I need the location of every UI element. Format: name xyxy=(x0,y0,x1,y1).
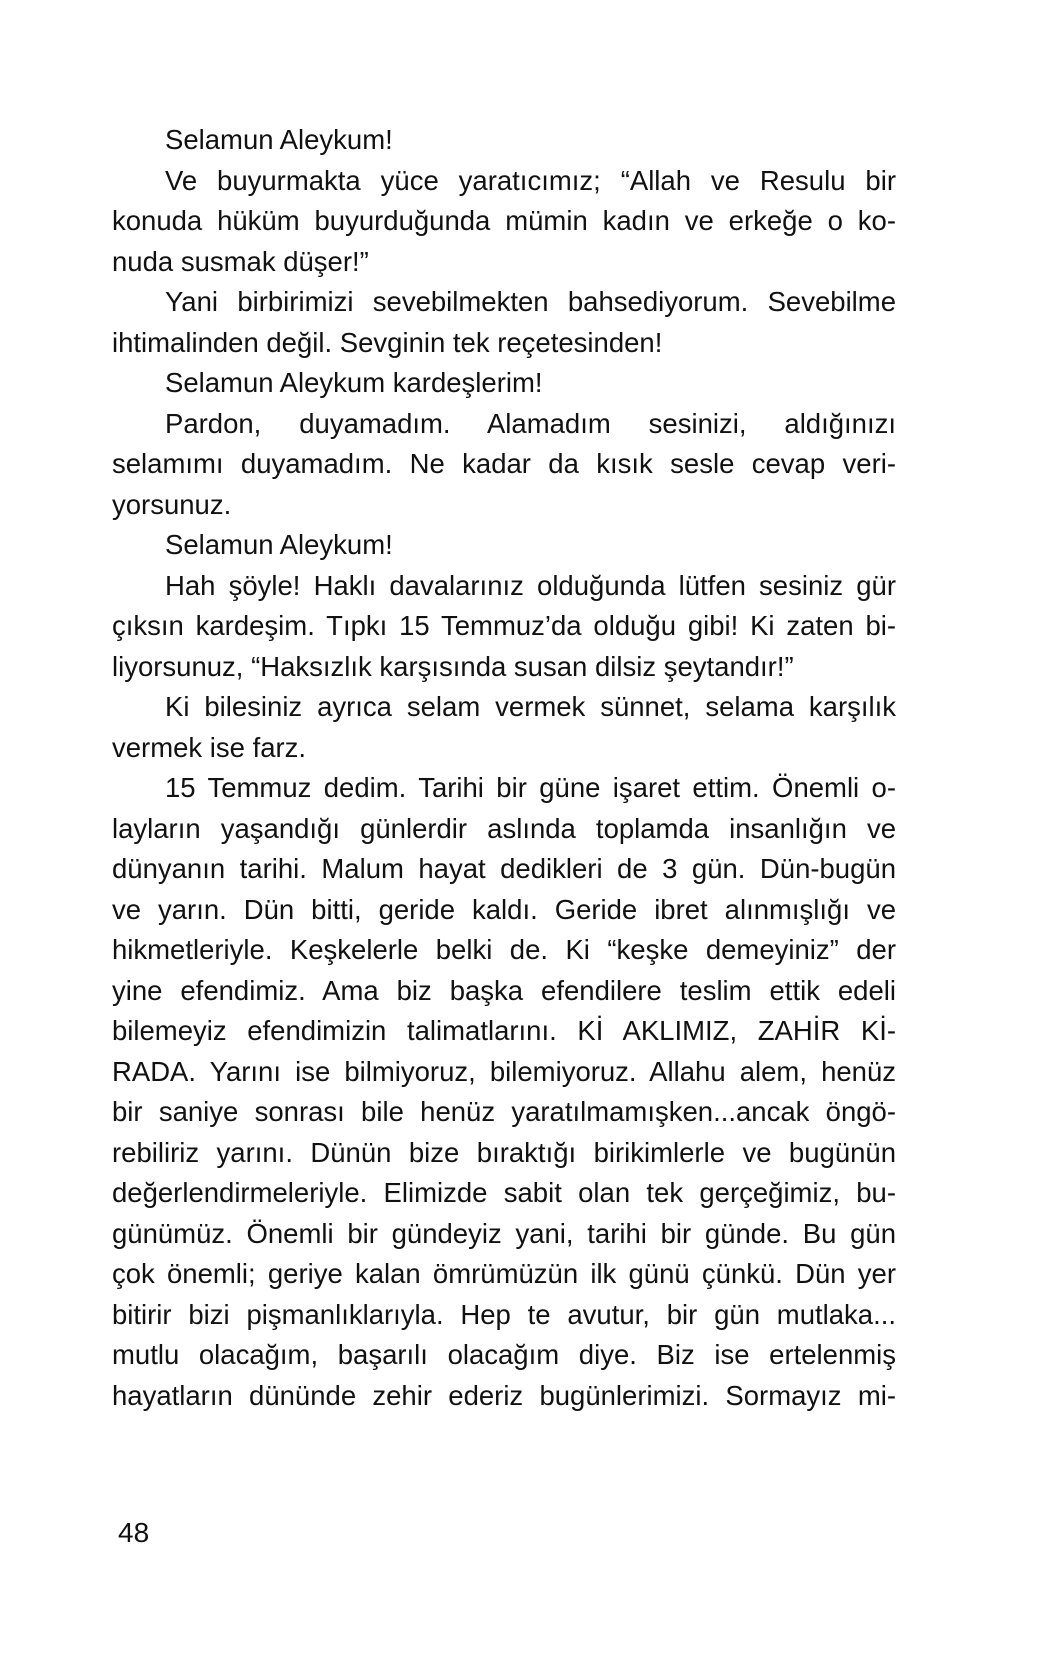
text-line: değerlendirmeleriyle. Elimizde sabit olan tek gerçeğimiz, bu- xyxy=(112,1177,896,1208)
text-line: ve yarın. Dün bitti, geride kaldı. Geride ibret alınmışlığı ve xyxy=(112,893,896,925)
text-line: çok önemli; geriye kalan ömrümüzün ilk günü çünkü. Dün yer xyxy=(112,1258,896,1289)
text-line: Selamun Aleykum! xyxy=(165,529,393,560)
text-line: Selamun Aleykum! xyxy=(165,124,393,155)
text-line: 15 Temmuz dedim. Tarihi bir güne işaret ettim. Önemli o- xyxy=(165,772,896,803)
text-line: bilemeyiz efendimizin talimatlarını. Kİ AKLIMIZ, ZAHİR Kİ- xyxy=(112,1015,896,1046)
text-line: çıksın kardeşim. Tıpkı 15 Temmuz’da olduğu gibi! Ki zaten bi- xyxy=(112,610,896,641)
text-line: Pardon, duyamadım. Alamadım sesinizi, aldığınızı xyxy=(165,407,896,439)
text-line: bir saniye sonrası bile henüz yaratılmamışken...ancak öngö- xyxy=(112,1096,896,1127)
text-line: selamımı duyamadım. Ne kadar da kısık sesle cevap veri- xyxy=(112,448,896,479)
page-number: 48 xyxy=(118,1517,150,1548)
text-line: yorsunuz. xyxy=(112,488,232,520)
text-line: hayatların dününde zehir ederiz bugünlerimizi. Sormayız mi- xyxy=(112,1379,896,1411)
text-line: Yani birbirimizi sevebilmekten bahsediyorum. Sevebilme xyxy=(165,286,896,317)
text-line: hikmetleriyle. Keşkelerle belki de. Ki “keşke demeyiniz” der xyxy=(112,934,896,965)
text-line: nuda susmak düşer!” xyxy=(112,245,369,277)
text-line: ihtimalinden değil. Sevginin tek reçetesinden! xyxy=(112,326,663,358)
text-line: Ve buyurmakta yüce yaratıcımız; “Allah ve Resulu bir xyxy=(165,164,896,196)
text-line: RADA. Yarını ise bilmiyoruz, bilemiyoruz. Allahu alem, henüz xyxy=(112,1055,896,1087)
text-line: Hah şöyle! Haklı davalarınız olduğunda lütfen sesiniz gür xyxy=(165,569,896,601)
text-line: rebiliriz yarını. Dünün bize bıraktığı birikimlerle ve bugünün xyxy=(112,1136,896,1168)
text-line: yine efendimiz. Ama biz başka efendilere teslim ettik edeli xyxy=(112,974,896,1006)
page-body xyxy=(112,120,896,1416)
text-line: Ki bilesiniz ayrıca selam vermek sünnet, selama karşılık xyxy=(165,691,896,722)
text-line: Selamun Aleykum kardeşlerim! xyxy=(165,367,543,398)
text-line: dünyanın tarihi. Malum hayat dedikleri de 3 gün. Dün-bugün xyxy=(112,853,896,884)
text-line: layların yaşandığı günlerdir aslında toplamda insanlığın ve xyxy=(112,812,896,844)
text-line: vermek ise farz. xyxy=(112,731,307,763)
text-line: mutlu olacağım, başarılı olacağım diye. Biz ise ertelenmiş xyxy=(112,1339,896,1370)
text-line: bitirir bizi pişmanlıklarıyla. Hep te avutur, bir gün mutlaka... xyxy=(112,1298,896,1330)
text-line: günümüz. Önemli bir gündeyiz yani, tarihi bir günde. Bu gün xyxy=(112,1217,896,1249)
text-line: liyorsunuz, “Haksızlık karşısında susan dilsiz şeytandır!” xyxy=(112,650,794,682)
text-line: konuda hüküm buyurduğunda mümin kadın ve erkeğe o ko- xyxy=(112,205,896,236)
